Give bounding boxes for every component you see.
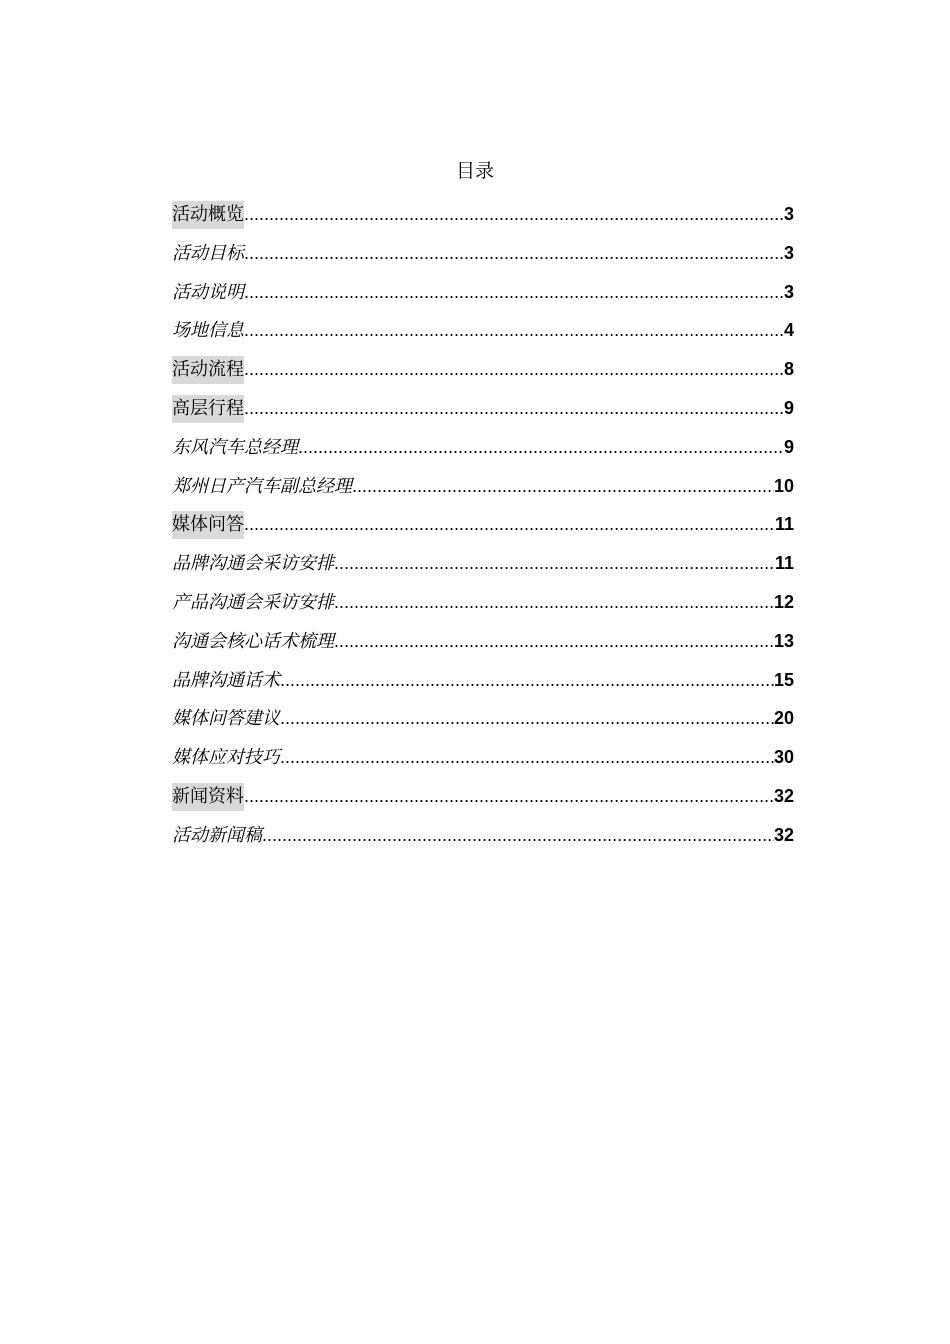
toc-dot-leader	[262, 821, 774, 849]
toc-page-number: 9	[783, 397, 794, 418]
toc-entry-label: 沟通会核心话术梳理	[172, 630, 334, 652]
toc-dot-leader	[244, 239, 784, 267]
toc-page-number: 3	[783, 242, 794, 263]
toc-page-number: 9	[783, 436, 794, 457]
toc-dot-leader	[244, 278, 784, 306]
toc-entry[interactable]	[172, 200, 794, 239]
toc-entry[interactable]	[172, 355, 794, 394]
toc-page-number: 11	[774, 514, 794, 535]
toc-entry[interactable]	[172, 666, 794, 705]
toc-entry[interactable]	[172, 394, 794, 433]
toc-page-number: 3	[783, 204, 794, 224]
toc-page-number: 32	[773, 824, 794, 845]
toc-page-number: 13	[773, 630, 794, 651]
toc-page-number: 4	[783, 320, 794, 341]
toc-entry-label: 高层行程	[172, 395, 244, 423]
toc-dot-leader	[244, 316, 784, 344]
toc-entry-label: 媒体问答	[172, 511, 244, 539]
toc-entry[interactable]	[172, 316, 794, 355]
toc-entry-label: 场地信息	[172, 320, 244, 342]
toc-dot-leader	[280, 666, 774, 694]
toc-entry-label: 郑州日产汽车副总经理	[172, 475, 352, 497]
table-of-contents	[172, 200, 794, 860]
toc-dot-leader	[244, 782, 774, 810]
toc-entry[interactable]	[172, 588, 794, 627]
toc-entry-label: 活动说明	[172, 281, 244, 303]
toc-entry[interactable]	[172, 704, 794, 743]
toc-dot-leader	[352, 472, 774, 500]
toc-entry[interactable]	[172, 743, 794, 782]
toc-dot-leader	[244, 355, 784, 383]
toc-entry[interactable]	[172, 239, 794, 278]
toc-entry[interactable]	[172, 278, 794, 317]
toc-entry-label: 媒体应对技巧	[172, 747, 280, 769]
toc-title: 目录	[455, 160, 494, 182]
toc-entry-label: 产品沟通会采访安排	[172, 591, 334, 613]
toc-entry[interactable]	[172, 821, 794, 860]
toc-entry-label: 新闻资料	[172, 783, 244, 811]
toc-entry-label: 品牌沟通话术	[172, 669, 280, 691]
toc-dot-leader	[334, 627, 774, 655]
toc-dot-leader	[244, 510, 775, 538]
toc-entry[interactable]	[172, 549, 794, 588]
toc-entry[interactable]	[172, 627, 794, 666]
toc-entry-label: 活动目标	[172, 242, 244, 264]
toc-dot-leader	[334, 588, 774, 616]
toc-page-number: 20	[773, 708, 794, 729]
toc-dot-leader	[244, 200, 784, 228]
toc-dot-leader	[334, 549, 775, 577]
toc-entry-label: 东风汽车总经理	[172, 436, 298, 458]
toc-entry[interactable]	[172, 433, 794, 472]
toc-dot-leader	[244, 394, 784, 422]
toc-page-number: 15	[773, 669, 794, 690]
toc-page-number: 12	[773, 591, 794, 612]
toc-page-number: 32	[773, 785, 794, 806]
toc-page-number: 11	[774, 553, 794, 574]
toc-entry-label: 活动新闻稿	[172, 824, 262, 846]
toc-entry-label: 品牌沟通会采访安排	[172, 553, 334, 575]
toc-entry[interactable]	[172, 472, 794, 511]
toc-entry[interactable]	[172, 782, 794, 821]
toc-entry-label: 活动流程	[172, 356, 244, 384]
toc-dot-leader	[280, 704, 774, 732]
toc-entry[interactable]	[172, 510, 794, 549]
toc-entry-label: 媒体问答建议	[172, 708, 280, 730]
toc-dot-leader	[280, 743, 774, 771]
toc-page-number: 30	[773, 747, 794, 768]
toc-dot-leader	[298, 433, 784, 461]
toc-page-number: 8	[783, 359, 794, 380]
toc-page-number: 10	[773, 475, 794, 496]
toc-page-number: 3	[783, 281, 794, 302]
toc-entry-label: 活动概览	[172, 201, 244, 229]
